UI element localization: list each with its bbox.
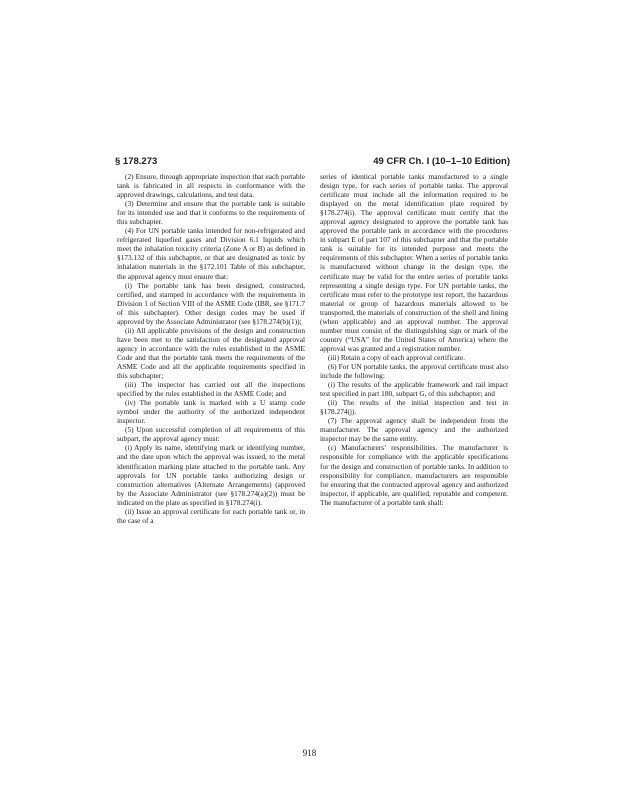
paragraph: (ii) The results of the initial inspection and test in §178.274(j). (320, 398, 508, 417)
paragraph: (iii) Retain a copy of each approval certificate. (328, 352, 466, 362)
paragraph: series of identical portable tanks manufactured to a single design type, for each series of portable tanks. The approval certificate must include all the information required to be displayed on the metal identification plate required by §178.274(i). The approval certificate must certify that the approval agency designated to approve the portable tank has approved the portable tank in accordance with the procedures in subpart E of part 107 of this subchapter and that the portable tank is suitable for its intended purpose and meets the requirements of this subchapter. When a series of portable tanks is manufactured without change in the design type, the certificate may be valid for the entire series of portable tanks representing a single design type. For UN portable tanks, the certificate must refer to the prototype test report, the hazardous material or group of hazardous materials allowed to be transported, the materials of construction of the shell and lining (when applicable) and an approval number. The approval number must consist of the distinguishing sign or mark of the country (“USA” for the United States of America) where the approval was granted and a registration number. (320, 172, 508, 353)
paragraph: (i) The results of the applicable framework and rail impact test specified in part 180, subpart G, of this subchapter; and (320, 380, 508, 399)
section-number: § 178.273 (115, 156, 158, 167)
page-number: 918 (302, 748, 317, 758)
paragraph: (ii) All applicable provisions of the design and construction have been met to the satisfaction of the designated approval agency in accordance with the rules established in the ASME Code and that the portable tank meets the requirements of the ASME Code and all the applicable requirements specified in this subchapter; (117, 325, 305, 381)
paragraph: (3) Determine and ensure that the portable tank is suitable for its intended use and that it conforms to the requirements of this subchapter. (117, 199, 305, 227)
paragraph: (iv) The portable tank is marked with a U stamp code symbol under the authority of the authorized independent inspector. (117, 398, 305, 426)
paragraph: (c) Manufacturers’ responsibilities. The manufacturer is responsible for compliance with the applicable specifications for the design and construction of portable tanks. In addition to responsibility for compliance, manufacturers are responsible for ensuring that the contracted approval agency and authorized inspector, if applicable, are qualified, reputable and competent. The manufacturer of a portable tank shall: (320, 443, 508, 507)
paragraph: (i) Apply its name, identifying mark or identifying number, and the date upon which the approval was issued, to the metal identification marking plate attached to the portable tank. Any approvals for UN portable tanks authorizing design or construction alternatives (Alternate Arrangements) (approved by the Associate Administrator (see §178.274(a)(2)) must be indicated on the plate as specified in §178.274(i). (117, 443, 305, 507)
right-column (320, 172, 508, 507)
running-header (115, 156, 510, 170)
cfr-citation: 49 CFR Ch. I (10–1–10 Edition) (373, 156, 510, 167)
paragraph: (iii) The inspector has carried out all the inspections specified by the rules established in the ASME Code; and (117, 380, 305, 399)
paragraph: (i) The portable tank has been designed, constructed, certified, and stamped in accordance with the requirements in Division 1 of Section VIII of the ASME Code (IBR, see §171.7 of this subchapter). Other design codes may be used if approved by the Associate Administrator (see §178.274(b)(1)); (117, 280, 305, 326)
paragraph: (ii) Issue an approval certificate for each portable tank or, in the case of a (117, 506, 305, 525)
paragraph: (4) For UN portable tanks intended for non-refrigerated and refrigerated liquefied gases and Division 6.1 liquids which meet the inhalation toxicity criteria (Zone A or B) as defined in §173.132 of this subchapter, or that are designated as toxic by inhalation materials in the §172.101 Table of this subchapter, the approval agency must ensure that: (117, 226, 305, 281)
left-column (117, 172, 305, 525)
paragraph: (5) Upon successful completion of all requirements of this subpart, the approval agency must: (117, 425, 305, 444)
paragraph: (2) Ensure, through appropriate inspection that each portable tank is fabricated in all respects in conformance with the approved drawings, calculations, and test data. (117, 172, 305, 200)
paragraph: (6) For UN portable tanks, the approval certificate must also include the following: (320, 361, 508, 381)
paragraph: (7) The approval agency shall be independent from the manufacturer. The approval agency and the authorized inspector may be the same entity. (320, 416, 508, 444)
